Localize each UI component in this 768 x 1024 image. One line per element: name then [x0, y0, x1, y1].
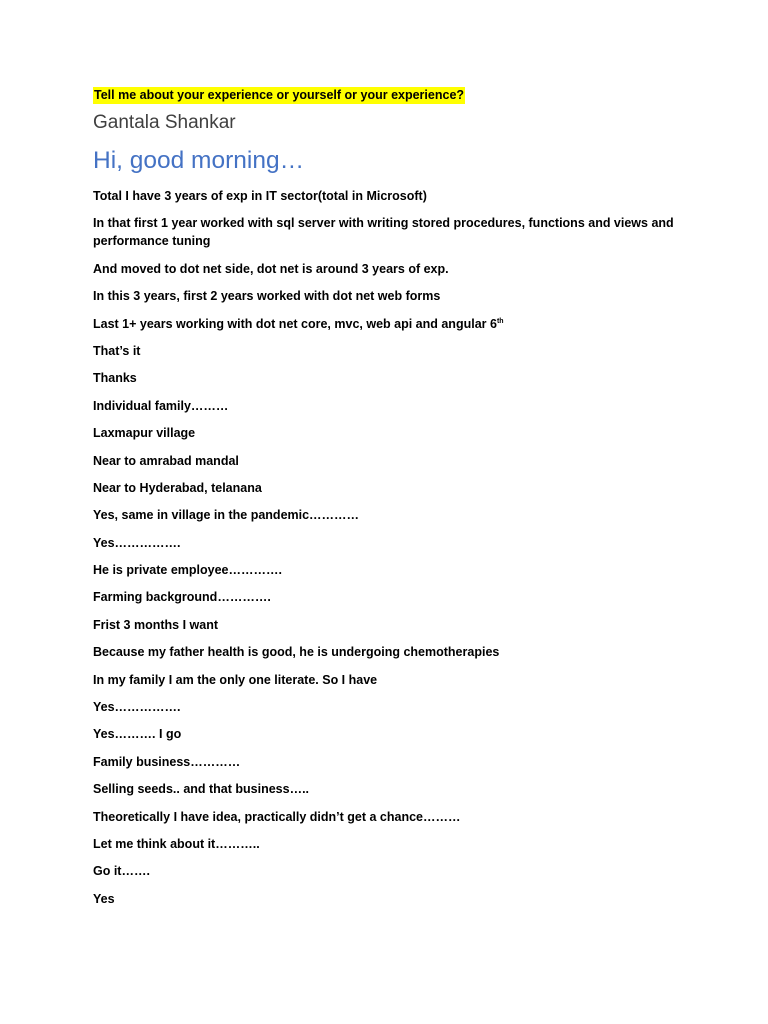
answer-line-text: In my family I am the only one literate. So I have [93, 672, 378, 687]
answer-line [93, 698, 683, 716]
answer-line [93, 835, 683, 853]
answer-line-text: Selling seeds.. and that business….. [93, 782, 310, 797]
answer-line-text: Laxmapur village [93, 426, 196, 441]
answer-line [93, 890, 683, 908]
answer-line [93, 534, 683, 552]
answer-line [93, 260, 683, 278]
ordinal-superscript: th [496, 317, 504, 325]
answer-line [93, 588, 683, 606]
answer-line-text: Thanks [93, 371, 137, 386]
answer-line-text: And moved to dot net side, dot net is around 3 years of exp. [93, 261, 449, 276]
answer-line [93, 616, 683, 634]
answer-line-text: Go it……. [93, 864, 150, 879]
answer-line [93, 315, 683, 333]
answer-lines [93, 187, 683, 908]
answer-line-text: He is private employee…………. [93, 563, 282, 578]
answer-line [93, 187, 683, 205]
answer-line [93, 397, 683, 415]
answer-line [93, 561, 683, 579]
answer-line [93, 342, 683, 360]
answer-line-text: In this 3 years, first 2 years worked with dot net web forms [93, 289, 441, 304]
answer-line-text: Family business………… [93, 754, 241, 769]
answer-line-text: Farming background…………. [93, 590, 271, 605]
answer-line-text: Individual family……… [93, 398, 229, 413]
answer-line-text: That’s it [93, 343, 141, 358]
question-row [93, 86, 683, 104]
answer-line-text: Theoretically I have idea, practically didn’t get a chance……… [93, 809, 461, 824]
answer-line-text: Because my father health is good, he is undergoing chemotherapies [93, 645, 500, 660]
answer-line [93, 808, 683, 826]
highlighted-question: Tell me about your experience or yourself or your experience? [94, 88, 465, 102]
answer-line-text: Yes, same in village in the pandemic………… [93, 508, 360, 523]
answer-line [93, 506, 683, 524]
author-name: Gantala Shankar [93, 112, 236, 133]
answer-line-text: Frist 3 months I want [93, 617, 219, 632]
answer-line [93, 424, 683, 442]
answer-line [93, 452, 683, 470]
answer-line [93, 725, 683, 743]
answer-line-text: Total I have 3 years of exp in IT sector(total in Microsoft) [93, 189, 427, 203]
answer-line [93, 753, 683, 771]
answer-line-text: Let me think about it……….. [93, 836, 260, 851]
answer-line-text: Yes………. I go [93, 727, 182, 742]
answer-line [93, 214, 683, 250]
answer-line-text: Near to Hyderabad, telanana [93, 480, 262, 495]
answer-line [93, 479, 683, 497]
answer-line-text: Yes……………. [93, 535, 181, 550]
answer-line [93, 643, 683, 661]
document-body [93, 86, 683, 917]
answer-line-text: Last 1+ years working with dot net core, mvc, web api and angular 6 [93, 316, 497, 331]
greeting-heading: Hi, good morning… [93, 147, 305, 174]
answer-line [93, 369, 683, 387]
answer-line [93, 862, 683, 880]
answer-line-text: Near to amrabad mandal [93, 453, 239, 468]
answer-line [93, 671, 683, 689]
answer-line-text: In that first 1 year worked with sql server with writing stored procedures, functions and views and performance tuning [93, 216, 674, 249]
answer-line [93, 287, 683, 305]
answer-line-text: Yes [93, 891, 115, 906]
answer-line [93, 780, 683, 798]
answer-line-text: Yes……………. [93, 700, 181, 715]
